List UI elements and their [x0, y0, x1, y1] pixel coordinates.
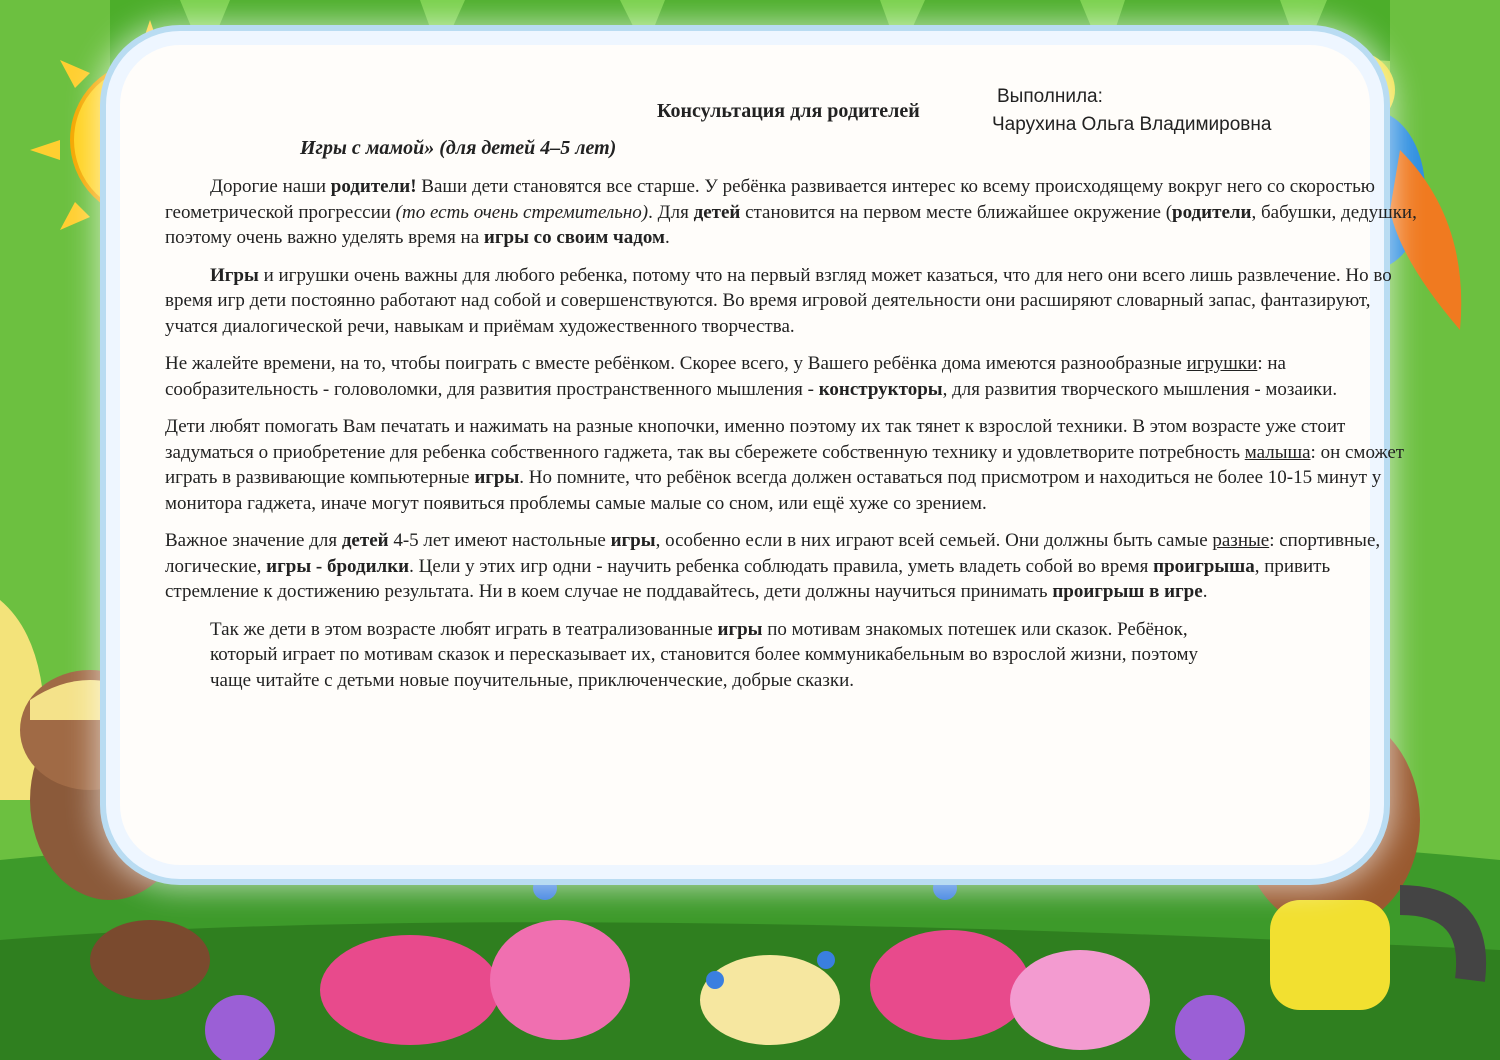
text-run: . Для	[648, 201, 694, 223]
text-run: , особенно если в них играют всей семьей. Они должны быть самые	[655, 530, 1213, 551]
paragraph-2	[165, 263, 1420, 340]
text-run: Дети любят помогать Вам печатать и нажимать на разные кнопочки, именно поэтому их так тянет к взрослой техники. В этом возрасте уже стоит задуматься о приобретение для ребенка собственного гаджета, так вы сбережете собственную технику и удовлетворите потребность	[165, 416, 1346, 463]
text-bold: игры	[474, 467, 520, 488]
text-bold: конструкторы	[818, 378, 943, 400]
text-run: Так же дети в этом возрасте любят играть в театрализованные	[210, 618, 718, 640]
paragraph-6	[165, 617, 1420, 694]
text-run: Важное значение для	[165, 530, 342, 551]
text-run: .	[1202, 581, 1208, 602]
text-run: : на сообразительность - головоломки, для развития пространственного мышления -	[165, 353, 1286, 400]
text-run: Не жалейте времени, на то, чтобы поиграть с вместе ребёнком. Скорее всего, у Вашего ребёнка дома имеются разнообразные	[165, 353, 1187, 374]
text-run: , бабушки, дедушки, поэтому очень важно уделять время на	[165, 201, 1417, 248]
text-underline: разные	[1212, 530, 1270, 551]
text-bold: игры	[717, 618, 763, 640]
text-bold: игры - бродилки	[266, 555, 410, 577]
text-underline: малыша	[1244, 441, 1311, 463]
text-italic: (то есть очень стремительно)	[395, 201, 649, 223]
author-label: Выполнила:	[997, 86, 1103, 107]
subtitle: Игры с мамой» (для детей 4–5 лет)	[300, 137, 617, 159]
text-bold: родители	[1172, 201, 1252, 223]
author-name: Чарухина Ольга Владимировна	[992, 114, 1272, 135]
text-run: и игрушки очень важны для любого ребенка, потому что на первый взгляд может казаться, что для него они всего лишь развлечение. Но во время игр дети постоянно работают над собой и совершенствуются. Во время игровой деятельности они расширяют словарный запас, фантазируют, учатся диалогической речи, навыкам и приёмам художественного творчества.	[165, 264, 1392, 337]
paragraph-5	[165, 528, 1420, 605]
text-run: Ваши дети становятся все старше. У ребёнка развивается интерес ко всему происходящему вокруг него со скоростью геометрической прогрессии	[165, 176, 1375, 223]
text-bold: игры	[610, 530, 656, 551]
text-bold: родители!	[330, 176, 417, 197]
text-run: по мотивам знакомых потешек или сказок. Ребёнок, который играет по мотивам сказок и пересказывает их, становится более коммуникабельным во взрослой жизни, поэтому чаще читайте с детьми новые поучительные, приключенческие, добрые сказки.	[210, 618, 1199, 691]
text-underline: игрушки	[1186, 353, 1258, 374]
paragraph-1	[165, 174, 1420, 251]
text-bold: проигрыш в игре	[1052, 581, 1203, 602]
text-bold: игры со своим чадом	[483, 227, 665, 248]
text-run: .	[664, 227, 670, 248]
text-run: . Но помните, что ребёнок всегда должен оставаться под присмотром и находиться не более 10-15 минут у монитора гаджета, иначе могут появиться проблемы самые малые со сном, или ещё хуже со зрением.	[165, 467, 1382, 514]
text-run: , для развития творческого мышления - мозаики.	[942, 378, 1338, 400]
text-run: : он сможет играть в развивающие компьютерные	[165, 441, 1405, 488]
text-bold: детей	[341, 530, 389, 551]
text-run: 4-5 лет имеют настольные	[388, 530, 611, 551]
article-body	[165, 174, 1420, 705]
text-run: . Цели у этих игр одни - научить ребенка соблюдать правила, уметь владеть собой во время	[409, 555, 1154, 577]
page-title: Консультация для родителей	[657, 100, 920, 122]
text-run: , привить стремление к достижению результата. Ни в коем случае не поддавайтесь, дети должны научиться принимать	[165, 555, 1331, 602]
paragraph-3	[165, 351, 1420, 402]
text-bold: Игры	[210, 264, 259, 286]
text-run: становится на первом месте ближайшее окружение (	[740, 201, 1173, 223]
text-run: Дорогие наши	[210, 176, 331, 197]
text-bold: детей	[693, 201, 741, 223]
text-bold: проигрыша	[1153, 555, 1255, 577]
paragraph-4	[165, 414, 1420, 516]
text-run: : спортивные, логические,	[165, 530, 1381, 577]
